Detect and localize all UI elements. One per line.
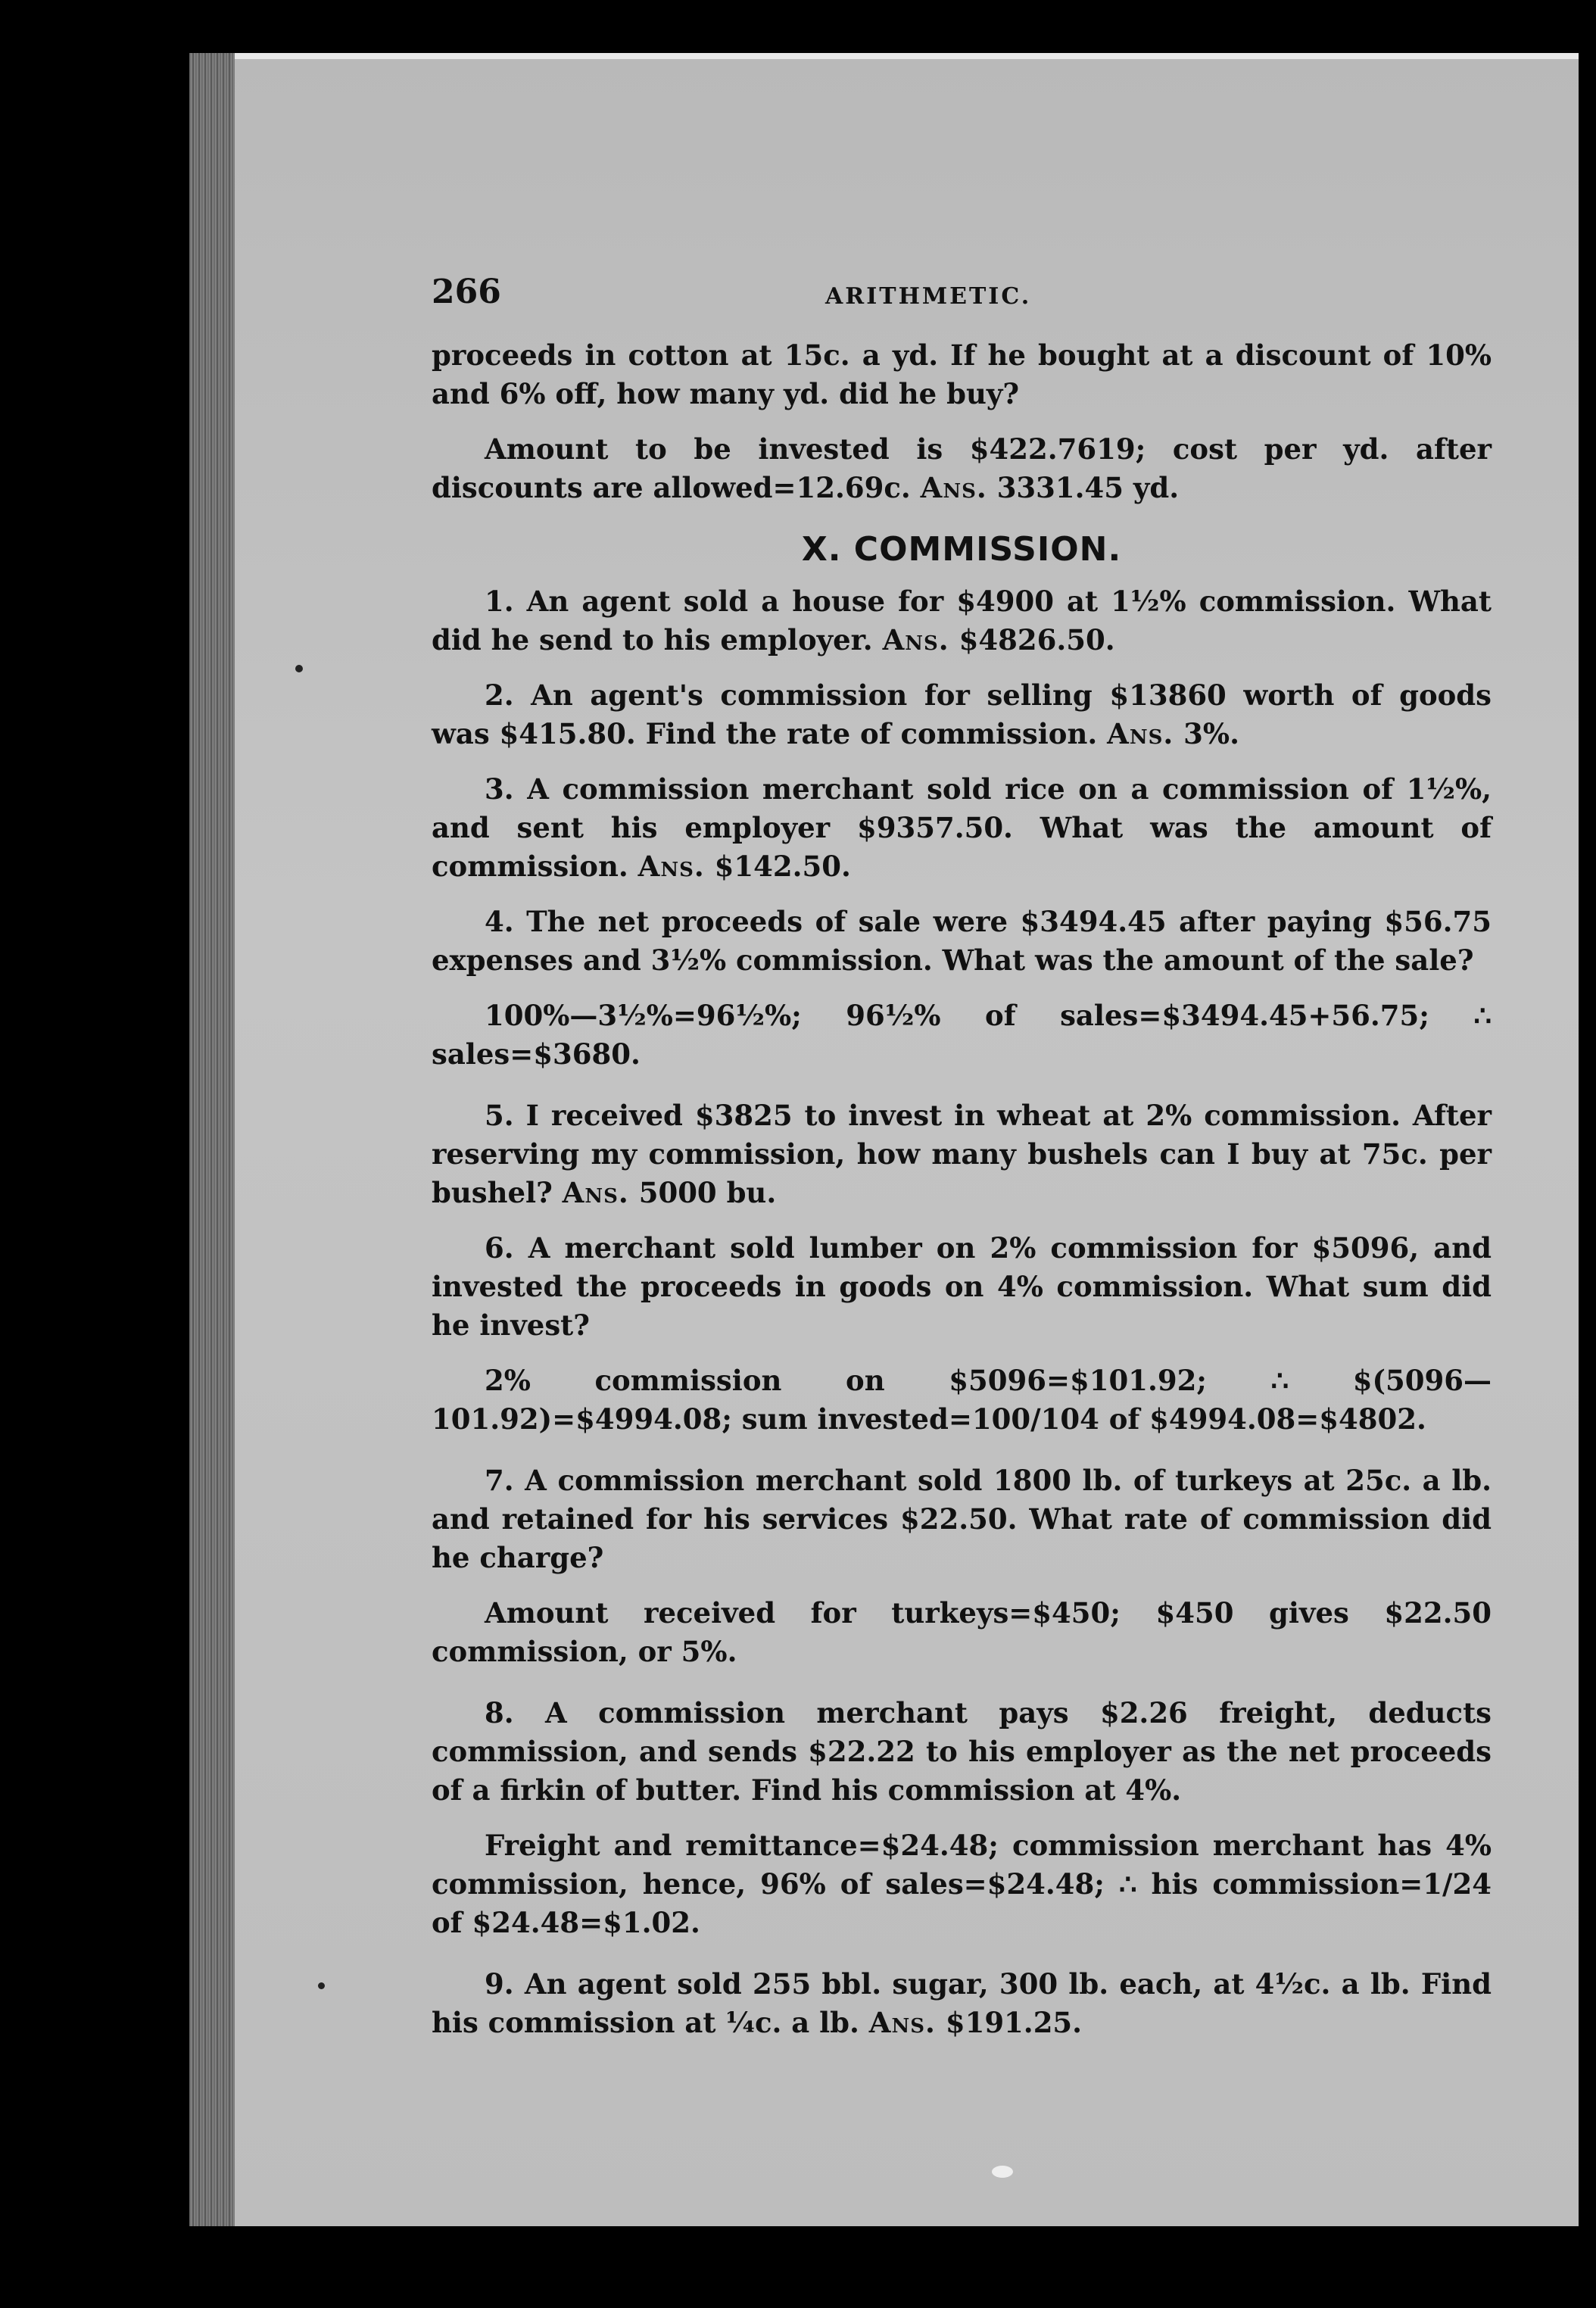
- problem-answer: 3%.: [1183, 717, 1239, 750]
- problem-answer: $142.50.: [714, 850, 851, 883]
- problem-work: Freight and remittance=$24.48; commission merchant has 4% commission, hence, 96% of sales=$24.48; ∴ his commission=1/24 of $24.48=$1.02.: [432, 1829, 1492, 1939]
- problem-4-work: [432, 996, 1492, 1074]
- opening-answer: 3331.45 yd.: [996, 471, 1180, 504]
- problem-work: Amount received for turkeys=$450; $450 gives $22.50 commission, or 5%.: [432, 1596, 1492, 1668]
- answer-label: Ans.: [920, 471, 987, 504]
- problem-answer: $4826.50.: [959, 623, 1115, 657]
- problem-6-work: [432, 1361, 1492, 1439]
- problem-5: [432, 1096, 1492, 1212]
- running-head: [432, 273, 1492, 318]
- problem-text: 9. An agent sold 255 bbl. sugar, 300 lb. each, at 4½c. a lb. Find his commission at ¼c. a lb.: [432, 1967, 1492, 2039]
- running-title: ARITHMETIC.: [825, 283, 1032, 310]
- problem-8: [432, 1694, 1492, 1810]
- opening-work: [432, 430, 1492, 507]
- book-page: [189, 53, 1579, 2226]
- dust-speck: [318, 1982, 325, 1989]
- problem-text: 8. A commission merchant pays $2.26 freight, deducts commission, and sends $22.22 to his employer as the net proceeds of a firkin of butter. Find his commission at 4%.: [432, 1696, 1492, 1807]
- problem-answer: $191.25.: [945, 2006, 1083, 2039]
- problem-1: [432, 582, 1492, 660]
- problem-7-work: [432, 1594, 1492, 1671]
- problem-6: [432, 1229, 1492, 1345]
- problem-4: [432, 903, 1492, 980]
- problem-work: 100%—3½%=96½%; 96½% of sales=$3494.45+56.75; ∴ sales=$3680.: [432, 999, 1492, 1071]
- opening-text: proceeds in cotton at 15c. a yd. If he bought at a discount of 10% and 6% off, how many yd. did he buy?: [432, 338, 1492, 410]
- answer-label: Ans.: [562, 1176, 629, 1209]
- problem-text: 7. A commission merchant sold 1800 lb. of turkeys at 25c. a lb. and retained for his services $22.50. What rate of commission did he charge?: [432, 1464, 1492, 1574]
- problem-9: [432, 1965, 1492, 2042]
- problem-text: 6. A merchant sold lumber on 2% commission for $5096, and invested the proceeds in goods on 4% commission. What sum did he invest?: [432, 1231, 1492, 1342]
- opening-problem: [432, 336, 1492, 413]
- section-heading: X. COMMISSION.: [801, 530, 1122, 569]
- answer-label: Ans.: [868, 2006, 936, 2039]
- problem-work: 2% commission on $5096=$101.92; ∴ $(5096—101.92)=$4994.08; sum invested=100/104 of $4994.08=$4802.: [432, 1364, 1492, 1436]
- dust-speck: [992, 2166, 1013, 2178]
- problem-text: 3. A commission merchant sold rice on a commission of 1½%, and sent his employer $9357.50. What was the amount of commission.: [432, 772, 1492, 883]
- problem-8-work: [432, 1826, 1492, 1942]
- answer-label: Ans.: [882, 623, 949, 657]
- answer-label: Ans.: [1107, 717, 1174, 750]
- page-number: 266: [432, 273, 501, 311]
- problem-text: 1. An agent sold a house for $4900 at 1½% commission. What did he send to his employer.: [432, 585, 1492, 657]
- opening-work-text: Amount to be invested is $422.7619; cost per yd. after discounts are allowed=12.69c.: [432, 432, 1492, 504]
- problem-text: 2. An agent's commission for selling $13860 worth of goods was $415.80. Find the rate of commission.: [432, 678, 1492, 750]
- problem-text: 5. I received $3825 to invest in wheat at 2% commission. After reserving my commission, how many bushels can I buy at 75c. per bushel?: [432, 1099, 1492, 1209]
- dust-speck: [295, 665, 303, 672]
- problem-7: [432, 1461, 1492, 1577]
- page-edge-shading: [189, 53, 235, 2226]
- problem-text: 4. The net proceeds of sale were $3494.45 after paying $56.75 expenses and 3½% commission. What was the amount of the sale?: [432, 905, 1492, 977]
- page-content: [432, 273, 1492, 2059]
- problem-2: [432, 676, 1492, 753]
- answer-label: Ans.: [637, 850, 705, 883]
- problem-answer: 5000 bu.: [638, 1176, 777, 1209]
- problem-3: [432, 770, 1492, 886]
